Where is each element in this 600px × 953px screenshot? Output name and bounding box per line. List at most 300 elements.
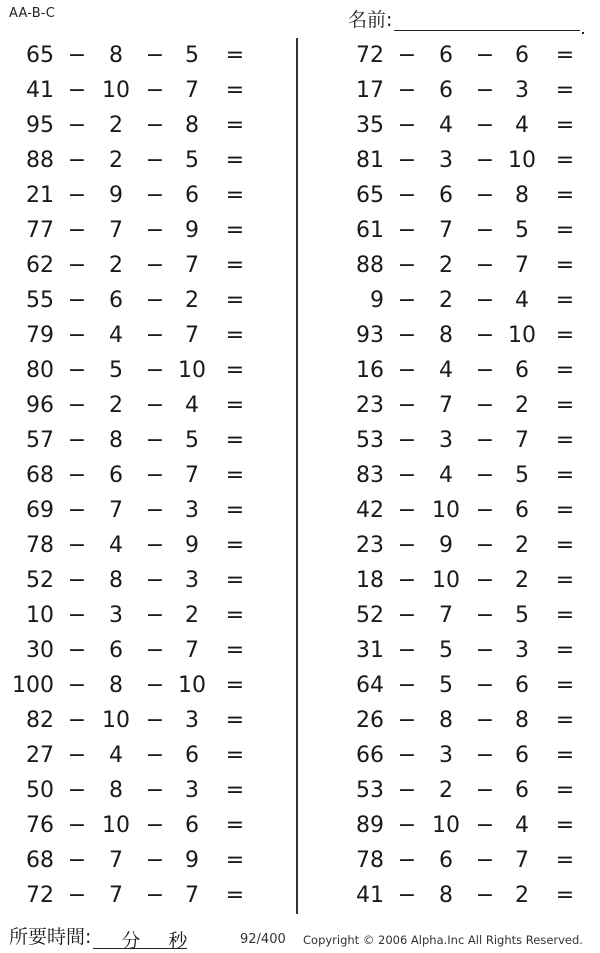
- minus-sign: −: [475, 778, 495, 803]
- minus-sign: −: [397, 43, 417, 68]
- minus-sign: −: [67, 498, 87, 523]
- name-blank-line[interactable]: [394, 10, 580, 31]
- minus-sign: −: [67, 148, 87, 173]
- subtrahend-2: 9: [185, 218, 199, 243]
- subtrahend-1: 10: [102, 813, 130, 838]
- subtrahend-1: 2: [109, 148, 123, 173]
- subtrahend-1: 7: [109, 218, 123, 243]
- subtrahend-1: 3: [439, 428, 453, 453]
- subtrahend-1: 8: [109, 428, 123, 453]
- subtrahend-2: 7: [515, 253, 529, 278]
- minus-sign: −: [67, 638, 87, 663]
- minus-sign: −: [397, 253, 417, 278]
- minuend: 61: [356, 218, 384, 243]
- seconds-unit: 秒: [168, 926, 187, 949]
- subtrahend-2: 4: [515, 113, 529, 138]
- minuend: 66: [356, 743, 384, 768]
- subtrahend-2: 3: [185, 708, 199, 733]
- equals-sign: =: [225, 848, 245, 873]
- minus-sign: −: [397, 288, 417, 313]
- equals-sign: =: [555, 183, 575, 208]
- subtrahend-2: 6: [515, 673, 529, 698]
- minuend: 72: [356, 43, 384, 68]
- minus-sign: −: [145, 148, 165, 173]
- subtrahend-1: 6: [439, 183, 453, 208]
- subtrahend-1: 10: [432, 813, 460, 838]
- subtrahend-1: 7: [439, 218, 453, 243]
- minus-sign: −: [475, 638, 495, 663]
- subtrahend-2: 6: [515, 743, 529, 768]
- problem-row: [330, 843, 600, 878]
- minus-sign: −: [145, 288, 165, 313]
- subtrahend-2: 2: [185, 603, 199, 628]
- minus-sign: −: [67, 568, 87, 593]
- equals-sign: =: [225, 218, 245, 243]
- equals-sign: =: [555, 218, 575, 243]
- problem-row: [0, 633, 290, 668]
- subtrahend-2: 6: [515, 43, 529, 68]
- problem-row: [330, 283, 600, 318]
- minuend: 10: [26, 603, 54, 628]
- minus-sign: −: [475, 568, 495, 593]
- minus-sign: −: [397, 603, 417, 628]
- subtrahend-1: 10: [102, 78, 130, 103]
- minuend: 65: [356, 183, 384, 208]
- minus-sign: −: [67, 428, 87, 453]
- subtrahend-1: 2: [439, 288, 453, 313]
- subtrahend-2: 7: [185, 78, 199, 103]
- minus-sign: −: [145, 43, 165, 68]
- subtrahend-2: 5: [185, 148, 199, 173]
- minus-sign: −: [397, 78, 417, 103]
- minus-sign: −: [397, 463, 417, 488]
- equals-sign: =: [225, 883, 245, 908]
- subtrahend-2: 2: [515, 568, 529, 593]
- minus-sign: −: [397, 498, 417, 523]
- minuend: 72: [26, 883, 54, 908]
- problem-row: [330, 388, 600, 423]
- subtrahend-2: 8: [185, 113, 199, 138]
- subtrahend-1: 10: [432, 498, 460, 523]
- equals-sign: =: [225, 78, 245, 103]
- minuend: 52: [26, 568, 54, 593]
- problem-row: [330, 108, 600, 143]
- equals-sign: =: [555, 883, 575, 908]
- subtrahend-2: 5: [185, 428, 199, 453]
- minus-sign: −: [475, 218, 495, 243]
- minuend: 81: [356, 148, 384, 173]
- minus-sign: −: [397, 148, 417, 173]
- equals-sign: =: [225, 638, 245, 663]
- minuend: 53: [356, 428, 384, 453]
- subtrahend-1: 4: [439, 358, 453, 383]
- minus-sign: −: [67, 883, 87, 908]
- minus-sign: −: [397, 393, 417, 418]
- minuend: 50: [26, 778, 54, 803]
- problem-row: [330, 528, 600, 563]
- subtrahend-2: 5: [185, 43, 199, 68]
- minuend: 68: [26, 463, 54, 488]
- problem-row: [330, 213, 600, 248]
- minus-sign: −: [397, 883, 417, 908]
- minus-sign: −: [397, 113, 417, 138]
- equals-sign: =: [225, 813, 245, 838]
- equals-sign: =: [225, 463, 245, 488]
- subtrahend-2: 2: [515, 533, 529, 558]
- minus-sign: −: [475, 148, 495, 173]
- minuend: 96: [26, 393, 54, 418]
- minus-sign: −: [397, 743, 417, 768]
- minus-sign: −: [475, 393, 495, 418]
- minus-sign: −: [67, 743, 87, 768]
- equals-sign: =: [225, 778, 245, 803]
- problem-row: [330, 178, 600, 213]
- minus-sign: −: [475, 603, 495, 628]
- subtrahend-2: 3: [515, 78, 529, 103]
- minuend: 21: [26, 183, 54, 208]
- equals-sign: =: [555, 288, 575, 313]
- minuend: 30: [26, 638, 54, 663]
- problem-row: [330, 738, 600, 773]
- equals-sign: =: [225, 603, 245, 628]
- problem-row: [0, 458, 290, 493]
- subtrahend-1: 5: [439, 638, 453, 663]
- problem-row: [330, 773, 600, 808]
- equals-sign: =: [555, 78, 575, 103]
- minus-sign: −: [67, 603, 87, 628]
- subtrahend-2: 4: [185, 393, 199, 418]
- problem-row: [0, 143, 290, 178]
- minus-sign: −: [145, 673, 165, 698]
- subtrahend-1: 7: [109, 883, 123, 908]
- equals-sign: =: [225, 533, 245, 558]
- subtrahend-1: 9: [439, 533, 453, 558]
- minus-sign: −: [145, 568, 165, 593]
- subtrahend-2: 3: [185, 498, 199, 523]
- equals-sign: =: [555, 253, 575, 278]
- minus-sign: −: [397, 218, 417, 243]
- equals-sign: =: [555, 323, 575, 348]
- subtrahend-1: 4: [109, 533, 123, 558]
- subtrahend-1: 8: [109, 568, 123, 593]
- equals-sign: =: [225, 358, 245, 383]
- subtrahend-2: 6: [515, 778, 529, 803]
- subtrahend-2: 4: [515, 288, 529, 313]
- minus-sign: −: [475, 358, 495, 383]
- subtrahend-1: 5: [439, 673, 453, 698]
- minus-sign: −: [475, 428, 495, 453]
- subtrahend-2: 7: [185, 638, 199, 663]
- problem-row: [330, 73, 600, 108]
- problem-row: [0, 423, 290, 458]
- problem-row: [330, 598, 600, 633]
- minus-sign: −: [475, 78, 495, 103]
- subtrahend-1: 4: [109, 743, 123, 768]
- time-label: 所要時間:: [9, 926, 92, 948]
- problem-row: [330, 703, 600, 738]
- problem-row: [330, 563, 600, 598]
- seconds-blank[interactable]: [140, 926, 168, 949]
- problem-row: [330, 808, 600, 843]
- minuend: 80: [26, 358, 54, 383]
- problem-row: [0, 493, 290, 528]
- subtrahend-1: 8: [439, 883, 453, 908]
- subtrahend-1: 4: [439, 113, 453, 138]
- subtrahend-2: 6: [185, 183, 199, 208]
- subtrahend-1: 6: [109, 463, 123, 488]
- minus-sign: −: [475, 708, 495, 733]
- minuend: 88: [356, 253, 384, 278]
- right-problem-column: [330, 38, 600, 913]
- minus-sign: −: [475, 183, 495, 208]
- subtrahend-2: 7: [515, 848, 529, 873]
- subtrahend-1: 8: [109, 43, 123, 68]
- subtrahend-2: 6: [185, 813, 199, 838]
- minus-sign: −: [145, 393, 165, 418]
- minus-sign: −: [145, 183, 165, 208]
- subtrahend-1: 8: [109, 778, 123, 803]
- equals-sign: =: [225, 43, 245, 68]
- problem-row: [0, 878, 290, 913]
- minus-sign: −: [397, 323, 417, 348]
- minus-sign: −: [67, 778, 87, 803]
- problem-row: [330, 143, 600, 178]
- subtrahend-2: 5: [515, 463, 529, 488]
- subtrahend-2: 3: [185, 568, 199, 593]
- minus-sign: −: [67, 358, 87, 383]
- problem-row: [0, 213, 290, 248]
- subtrahend-2: 3: [515, 638, 529, 663]
- subtrahend-1: 2: [109, 253, 123, 278]
- subtrahend-2: 3: [185, 778, 199, 803]
- problem-row: [330, 878, 600, 913]
- minus-sign: −: [67, 463, 87, 488]
- minus-sign: −: [397, 708, 417, 733]
- equals-sign: =: [225, 708, 245, 733]
- problem-row: [0, 843, 290, 878]
- problem-row: [330, 38, 600, 73]
- subtrahend-1: 6: [439, 78, 453, 103]
- minuend: 17: [356, 78, 384, 103]
- equals-sign: =: [225, 673, 245, 698]
- minuend: 95: [26, 113, 54, 138]
- equals-sign: =: [555, 43, 575, 68]
- subtrahend-1: 8: [439, 323, 453, 348]
- subtrahend-1: 3: [439, 743, 453, 768]
- subtrahend-1: 2: [109, 113, 123, 138]
- subtrahend-1: 6: [439, 43, 453, 68]
- equals-sign: =: [555, 498, 575, 523]
- minutes-unit: 分: [121, 926, 140, 949]
- equals-sign: =: [555, 148, 575, 173]
- minuend: 27: [26, 743, 54, 768]
- equals-sign: =: [555, 603, 575, 628]
- minus-sign: −: [145, 78, 165, 103]
- minus-sign: −: [145, 603, 165, 628]
- problem-row: [330, 353, 600, 388]
- minutes-blank[interactable]: [93, 926, 121, 949]
- problem-row: [330, 633, 600, 668]
- name-field[interactable]: [348, 5, 580, 31]
- page-number: 92/400: [240, 932, 286, 947]
- problem-row: [0, 563, 290, 598]
- equals-sign: =: [225, 253, 245, 278]
- equals-sign: =: [225, 323, 245, 348]
- minuend: 42: [356, 498, 384, 523]
- minuend: 18: [356, 568, 384, 593]
- minuend: 79: [26, 323, 54, 348]
- minuend: 69: [26, 498, 54, 523]
- minuend: 26: [356, 708, 384, 733]
- minus-sign: −: [67, 533, 87, 558]
- problem-row: [0, 318, 290, 353]
- minuend: 78: [356, 848, 384, 873]
- subtrahend-2: 10: [508, 148, 536, 173]
- subtrahend-1: 8: [439, 708, 453, 733]
- subtrahend-2: 7: [185, 323, 199, 348]
- minus-sign: −: [475, 463, 495, 488]
- equals-sign: =: [225, 498, 245, 523]
- minuend: 64: [356, 673, 384, 698]
- minus-sign: −: [475, 883, 495, 908]
- equals-sign: =: [555, 428, 575, 453]
- subtrahend-2: 7: [185, 253, 199, 278]
- minus-sign: −: [145, 638, 165, 663]
- minus-sign: −: [145, 463, 165, 488]
- problem-row: [0, 703, 290, 738]
- minus-sign: −: [67, 323, 87, 348]
- minus-sign: −: [145, 498, 165, 523]
- subtrahend-2: 10: [508, 323, 536, 348]
- minuend: 41: [356, 883, 384, 908]
- equals-sign: =: [555, 778, 575, 803]
- subtrahend-1: 3: [439, 148, 453, 173]
- minuend: 31: [356, 638, 384, 663]
- equals-sign: =: [225, 393, 245, 418]
- minuend: 57: [26, 428, 54, 453]
- minus-sign: −: [67, 288, 87, 313]
- problem-row: [0, 808, 290, 843]
- minus-sign: −: [67, 673, 87, 698]
- minus-sign: −: [145, 813, 165, 838]
- subtrahend-2: 6: [515, 358, 529, 383]
- subtrahend-1: 7: [109, 848, 123, 873]
- subtrahend-2: 7: [185, 463, 199, 488]
- minuend: 82: [26, 708, 54, 733]
- problem-row: [0, 178, 290, 213]
- minuend: 23: [356, 533, 384, 558]
- minus-sign: −: [475, 323, 495, 348]
- problem-row: [0, 73, 290, 108]
- minus-sign: −: [145, 323, 165, 348]
- subtrahend-2: 7: [185, 883, 199, 908]
- minuend: 35: [356, 113, 384, 138]
- equals-sign: =: [225, 288, 245, 313]
- minuend: 78: [26, 533, 54, 558]
- minuend: 76: [26, 813, 54, 838]
- minus-sign: −: [475, 848, 495, 873]
- minus-sign: −: [397, 673, 417, 698]
- minus-sign: −: [397, 358, 417, 383]
- problem-row: [0, 248, 290, 283]
- problem-row: [330, 248, 600, 283]
- minus-sign: −: [67, 183, 87, 208]
- subtrahend-1: 8: [109, 673, 123, 698]
- minus-sign: −: [145, 708, 165, 733]
- subtrahend-2: 2: [515, 883, 529, 908]
- subtrahend-1: 4: [109, 323, 123, 348]
- minuend: 88: [26, 148, 54, 173]
- minus-sign: −: [67, 848, 87, 873]
- problem-row: [0, 108, 290, 143]
- minus-sign: −: [397, 568, 417, 593]
- minus-sign: −: [145, 848, 165, 873]
- minuend: 53: [356, 778, 384, 803]
- problem-row: [330, 668, 600, 703]
- problem-row: [0, 738, 290, 773]
- subtrahend-2: 8: [515, 708, 529, 733]
- minus-sign: −: [67, 43, 87, 68]
- subtrahend-1: 7: [109, 498, 123, 523]
- name-label: 名前:: [348, 9, 393, 31]
- equals-sign: =: [225, 743, 245, 768]
- subtrahend-1: 6: [439, 848, 453, 873]
- minus-sign: −: [145, 253, 165, 278]
- problem-row: [0, 598, 290, 633]
- equals-sign: =: [225, 113, 245, 138]
- minus-sign: −: [145, 113, 165, 138]
- problem-row: [330, 458, 600, 493]
- minuend: 62: [26, 253, 54, 278]
- equals-sign: =: [555, 113, 575, 138]
- column-divider: [296, 38, 298, 914]
- subtrahend-1: 6: [109, 638, 123, 663]
- minus-sign: −: [397, 778, 417, 803]
- subtrahend-1: 7: [439, 603, 453, 628]
- time-taken-field: [9, 925, 188, 952]
- minus-sign: −: [475, 813, 495, 838]
- minus-sign: −: [475, 253, 495, 278]
- problem-row: [0, 38, 290, 73]
- subtrahend-2: 6: [515, 498, 529, 523]
- minuend: 68: [26, 848, 54, 873]
- subtrahend-1: 10: [102, 708, 130, 733]
- problem-row: [330, 318, 600, 353]
- minus-sign: −: [475, 498, 495, 523]
- minus-sign: −: [475, 113, 495, 138]
- subtrahend-1: 3: [109, 603, 123, 628]
- equals-sign: =: [555, 358, 575, 383]
- minus-sign: −: [397, 813, 417, 838]
- equals-sign: =: [555, 463, 575, 488]
- minus-sign: −: [475, 43, 495, 68]
- minus-sign: −: [475, 288, 495, 313]
- problem-row: [0, 773, 290, 808]
- copyright-notice: Copyright © 2006 Alpha.Inc All Rights Reserved.: [303, 933, 583, 947]
- subtrahend-2: 9: [185, 533, 199, 558]
- subtrahend-2: 9: [185, 848, 199, 873]
- subtrahend-1: 6: [109, 288, 123, 313]
- worksheet-code: AA-B-C: [9, 6, 55, 21]
- equals-sign: =: [555, 708, 575, 733]
- subtrahend-2: 8: [515, 183, 529, 208]
- minus-sign: −: [397, 638, 417, 663]
- minus-sign: −: [145, 533, 165, 558]
- minus-sign: −: [67, 393, 87, 418]
- minuend: 83: [356, 463, 384, 488]
- problem-row: [330, 493, 600, 528]
- minus-sign: −: [397, 533, 417, 558]
